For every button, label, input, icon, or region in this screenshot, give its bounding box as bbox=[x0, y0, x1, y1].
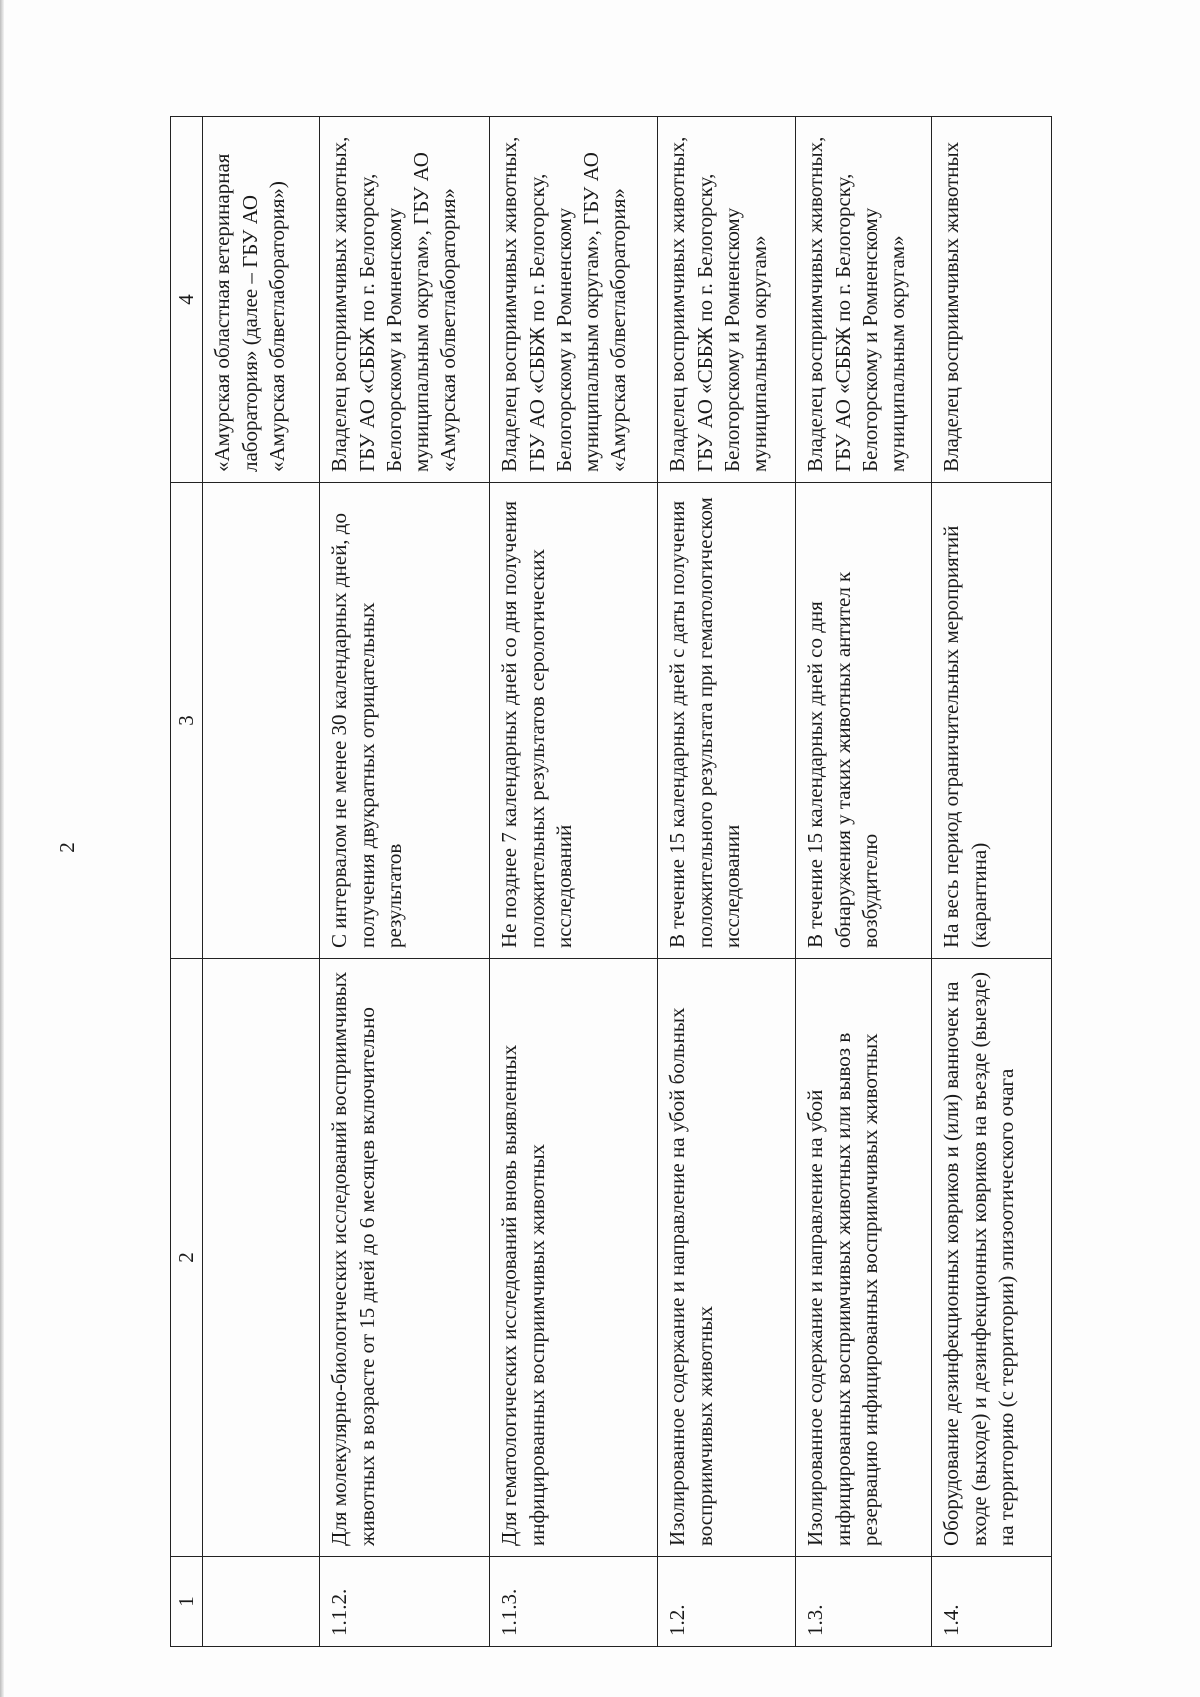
table-header-row bbox=[171, 117, 203, 1647]
measures-table bbox=[170, 116, 1052, 1647]
row-action: Изолированное содержание и направление на убой больных восприимчивых животных bbox=[658, 959, 796, 1557]
row-number: 1.1.3. bbox=[490, 1557, 658, 1647]
row-action: Изолированное содержание и направление на убой инфицированных восприимчивых животных или вывоз в резервацию инфицированных восприимчивых животных bbox=[796, 959, 932, 1557]
table-row bbox=[796, 117, 932, 1647]
row-period: Не позднее 7 календарных дней со дня получения положительных результатов серологических исследований bbox=[490, 483, 658, 959]
row-number: 1.4. bbox=[932, 1557, 1052, 1647]
row-executor: Владелец восприимчивых животных, ГБУ АО «СББЖ по г. Белогорску, Белогорскому и Ромненскому муниципальным округам», ГБУ АО «Амурская облветлаборатория» bbox=[490, 117, 658, 483]
table-row bbox=[658, 117, 796, 1647]
table-row bbox=[203, 117, 320, 1647]
row-executor: Владелец восприимчивых животных, ГБУ АО «СББЖ по г. Белогорску, Белогорскому и Ромненскому муниципальным округам» bbox=[658, 117, 796, 483]
row-executor: Владелец восприимчивых животных, ГБУ АО «СББЖ по г. Белогорску, Белогорскому и Ромненскому муниципальным округам» bbox=[796, 117, 932, 483]
table-row bbox=[490, 117, 658, 1647]
page-number: 2 bbox=[54, 842, 79, 853]
table-row bbox=[320, 117, 490, 1647]
table-row bbox=[932, 117, 1052, 1647]
row-action: Оборудование дезинфекционных ковриков и (или) ванночек на входе (выходе) и дезинфекционных ковриков на въезде (выезде) на территорию (с территории) эпизоотического очага bbox=[932, 959, 1052, 1557]
rotated-page-content bbox=[170, 117, 1020, 1647]
row-period: На весь период ограничительных мероприятий (карантина) bbox=[932, 483, 1052, 959]
row-number: 1.2. bbox=[658, 1557, 796, 1647]
row-period bbox=[203, 483, 320, 959]
row-action: Для гематологических исследований вновь выявленных инфицированных восприимчивых животных bbox=[490, 959, 658, 1557]
row-number: 1.3. bbox=[796, 1557, 932, 1647]
row-executor: «Амурская областная ветеринарная лаборатория» (далее – ГБУ АО «Амурская облветлаборатория») bbox=[203, 117, 320, 483]
row-period: В течение 15 календарных дней с даты получения положительного результата при гематологическом исследовании bbox=[658, 483, 796, 959]
row-number bbox=[203, 1557, 320, 1647]
row-action bbox=[203, 959, 320, 1557]
scan-edge bbox=[0, 0, 4, 1697]
header-col-2: 2 bbox=[171, 959, 203, 1557]
row-executor: Владелец восприимчивых животных, ГБУ АО «СББЖ по г. Белогорску, Белогорскому и Ромненскому муниципальным округам», ГБУ АО «Амурская облветлаборатория» bbox=[320, 117, 490, 483]
row-executor: Владелец восприимчивых животных bbox=[932, 117, 1052, 483]
header-col-3: 3 bbox=[171, 483, 203, 959]
row-period: С интервалом не менее 30 календарных дней, до получения двукратных отрицательных результатов bbox=[320, 483, 490, 959]
header-col-4: 4 bbox=[171, 117, 203, 483]
row-period: В течение 15 календарных дней со дня обнаружения у таких животных антител к возбудителю bbox=[796, 483, 932, 959]
header-col-1: 1 bbox=[171, 1557, 203, 1647]
row-action: Для молекулярно-биологических исследований восприимчивых животных в возрасте от 15 дней до 6 месяцев включительно bbox=[320, 959, 490, 1557]
row-number: 1.1.2. bbox=[320, 1557, 490, 1647]
